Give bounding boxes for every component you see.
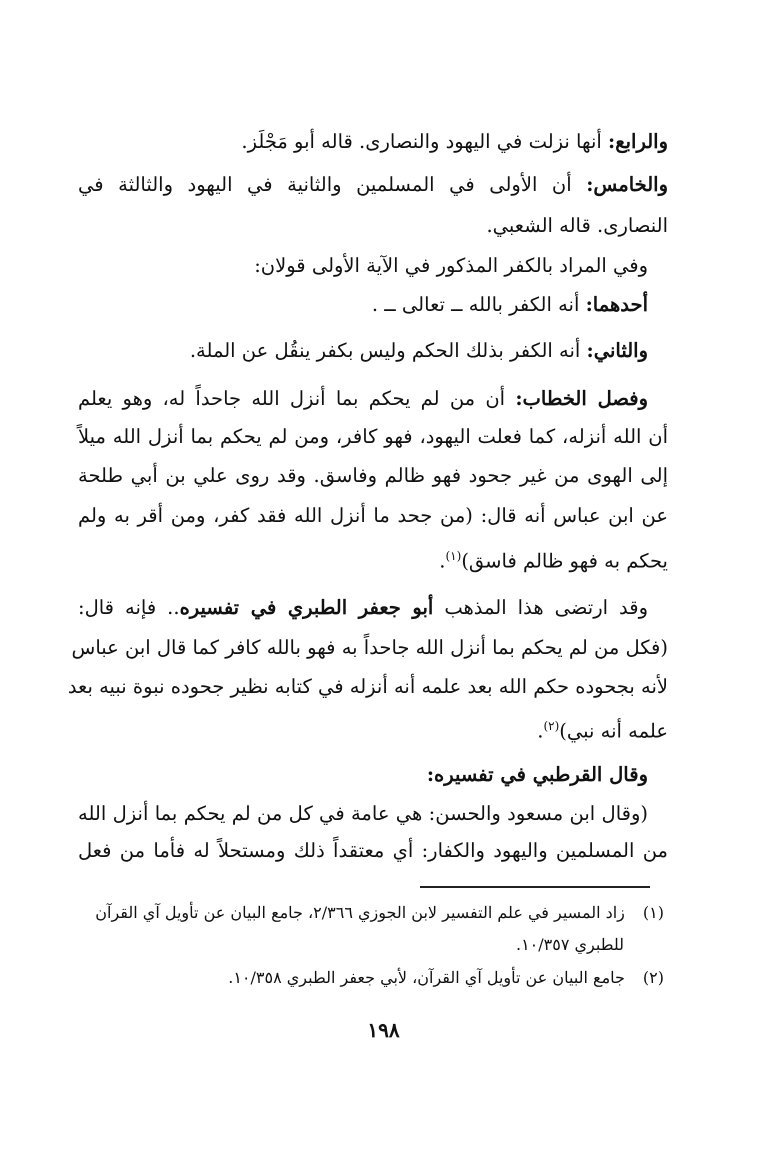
text-line: أن الله أنزله، كما فعلت اليهود، فهو كافر، ومن لم يحكم بما أنزل الله ميلاً	[78, 425, 668, 448]
para-decisive-statement	[78, 381, 668, 417]
footnote-1-cont: للطبري ١٠/٣٥٧.	[515, 935, 624, 954]
footnote-ref-1[interactable]: (١)	[445, 549, 462, 563]
text-fifth: أن الأولى في المسلمين والثانية في اليهود والثالثة في	[78, 173, 572, 196]
text-first: أنه الكفر بالله ــ تعالى ــ .	[371, 293, 580, 316]
para-tabari	[78, 590, 668, 626]
para-second-view	[78, 333, 668, 369]
para-fifth-opinion	[78, 167, 668, 203]
punct: .	[439, 549, 446, 573]
footnote-number: (٢)	[642, 968, 664, 987]
text-line: النصارى. قاله الشعبي.	[486, 214, 668, 237]
quote-end: يحكم به فهو ظالم فاسق)	[461, 549, 668, 573]
text-line: إلى الهوى من غير جحود فهو ظالم وفاسق. وقد روى علي بن أبي طلحة	[78, 464, 668, 487]
para-fourth-opinion	[78, 124, 668, 160]
label-decisive: وفصل الخطاب:	[515, 387, 649, 410]
label-second: والثاني:	[586, 339, 648, 362]
para-first-view	[78, 287, 668, 323]
text-tabari-b: أبو جعفر الطبري في تفسيره	[179, 596, 434, 619]
footnote-text: جامع البيان عن تأويل آي القرآن، لأبي جعفر الطبري ١٠/٣٥٨.	[228, 968, 625, 987]
label-fifth: والخامس:	[586, 173, 668, 196]
text-second: أنه الكفر بذلك الحكم وليس بكفر ينقُل عن الملة.	[189, 339, 581, 362]
footnote-2	[78, 963, 664, 993]
text-line: لأنه بجحوده حكم الله بعد علمه أنه أنزله في كتابه نظير جحوده نبوة نبيه بعد	[67, 675, 668, 698]
label-first: أحدهما:	[585, 293, 648, 316]
footnote-1	[78, 898, 664, 928]
quote-end: علمه أنه نبي)	[559, 719, 668, 743]
text-line: من المسلمين واليهود والكفار: أي معتقداً ذلك ومستحلاً له فأما من فعل	[78, 839, 668, 862]
text-tabari-a: وقد ارتضى هذا المذهب	[444, 596, 649, 619]
text-line	[78, 708, 668, 750]
text-line: عن ابن عباس أنه قال: (من جحد ما أنزل الله فقد كفر، ومن أقر به ولم	[78, 504, 668, 527]
footnote-number: (١)	[642, 903, 664, 922]
footnote-separator	[420, 886, 650, 888]
text-tabari-c: .. فإنه قال:	[78, 596, 180, 619]
label-fourth: والرابع:	[608, 130, 668, 153]
text-line: (فكل من لم يحكم بما أنزل الله جاحداً به فهو بالله كافر كما قال ابن عباس	[71, 636, 668, 659]
footnote-ref-2[interactable]: (٢)	[543, 719, 560, 733]
text-decisive: أن من لم يحكم بما أنزل الله جاحداً له، وهو يعلم	[78, 387, 506, 410]
text-line	[78, 538, 668, 580]
para-ibn-masud: (وقال ابن مسعود والحسن: هي عامة في كل من لم يحكم بما أنزل الله	[78, 802, 648, 825]
para-qurtubi: وقال القرطبي في تفسيره:	[426, 763, 648, 786]
footnote-text: زاد المسير في علم التفسير لابن الجوزي ٢/٣٦٦، جامع البيان عن تأويل آي القرآن	[95, 903, 625, 922]
page-number: ١٩٨	[367, 1018, 400, 1042]
punct: .	[537, 719, 544, 743]
text-fourth: أنها نزلت في اليهود والنصارى. قاله أبو مَجْلَز.	[241, 130, 602, 153]
para-two-views: وفي المراد بالكفر المذكور في الآية الأولى قولان:	[254, 254, 648, 277]
